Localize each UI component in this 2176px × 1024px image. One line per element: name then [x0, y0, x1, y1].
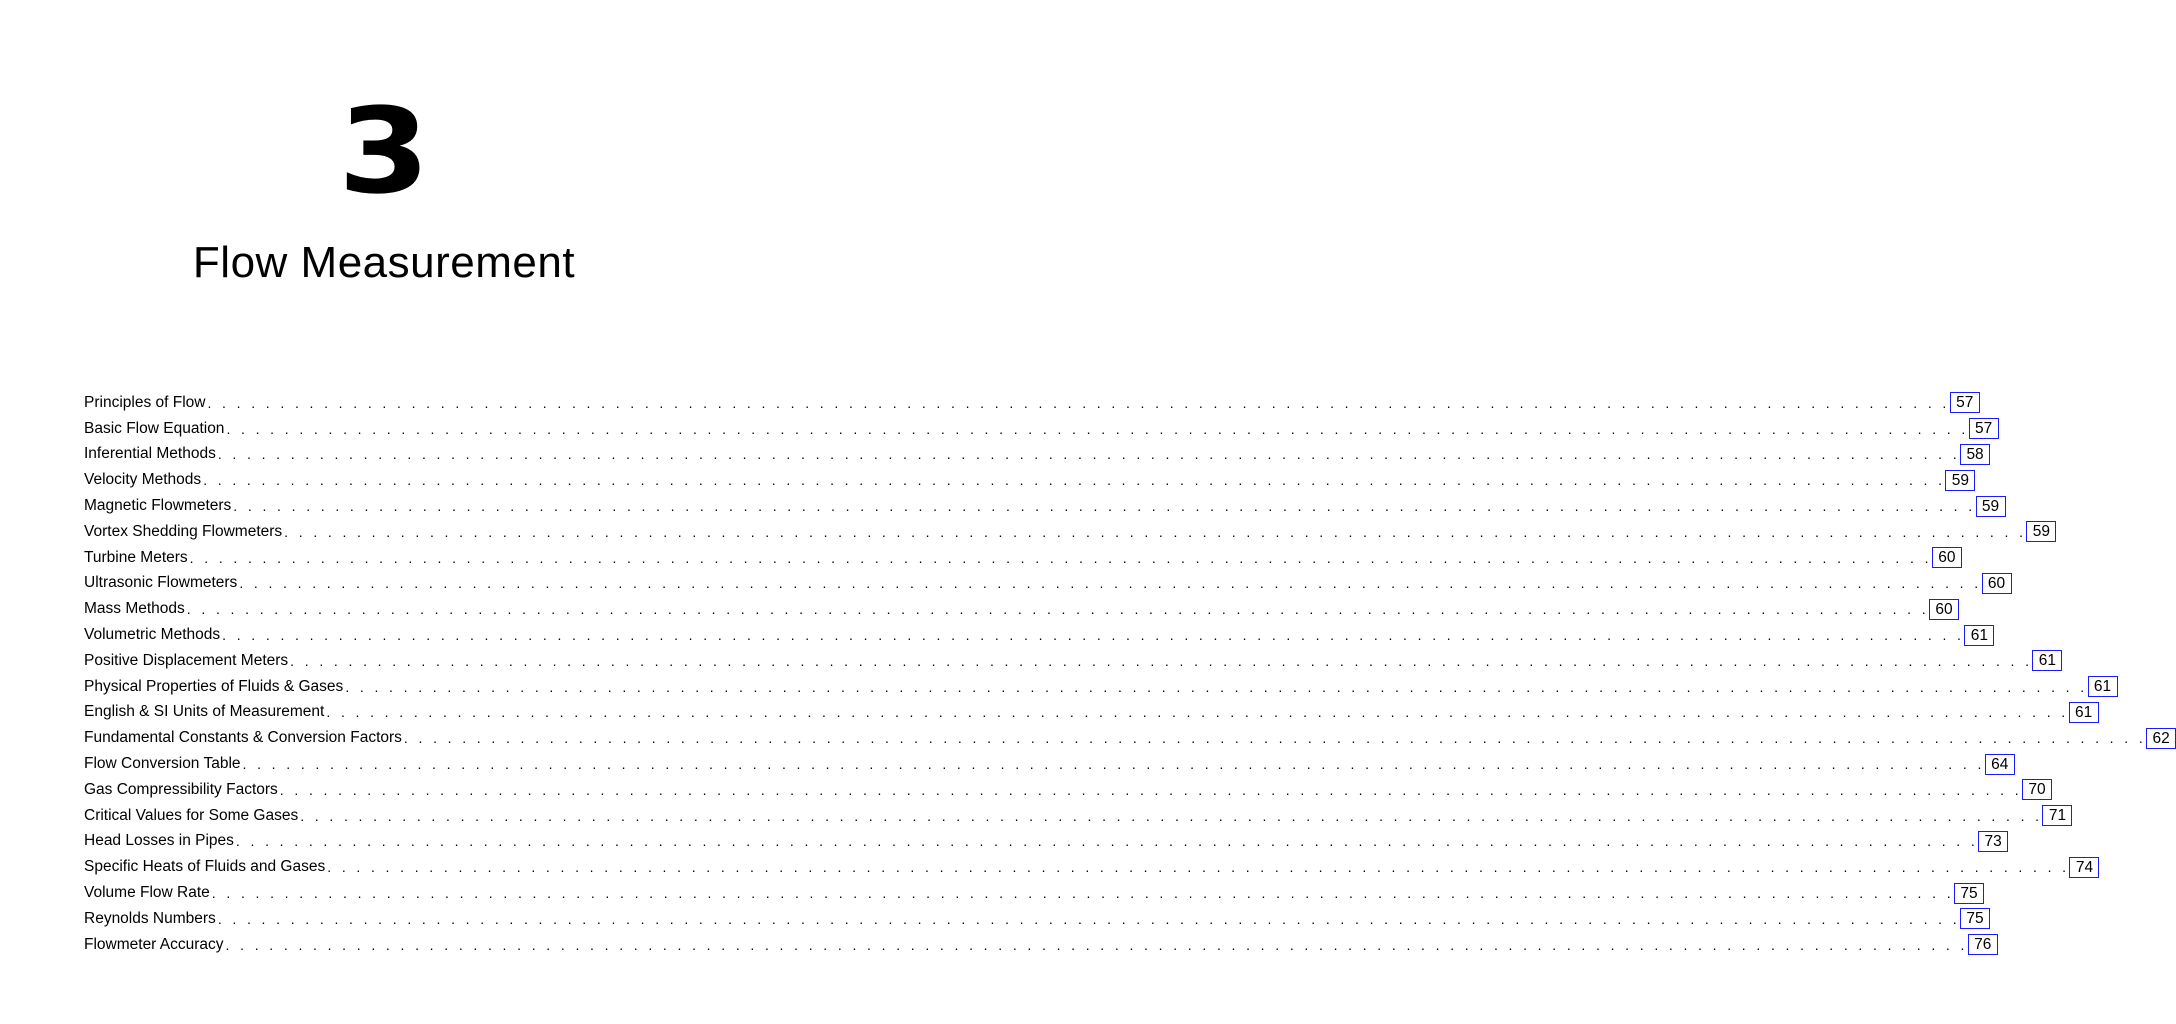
toc-entry[interactable]: [84, 803, 2067, 829]
toc-page-link[interactable]: 58: [1960, 444, 1990, 465]
toc-page-link[interactable]: 73: [1978, 831, 2008, 852]
toc-page-link[interactable]: 57: [1969, 418, 1999, 439]
toc-entry[interactable]: [84, 777, 2046, 803]
toc-entry-label[interactable]: Gas Compressibility Factors: [84, 780, 278, 798]
toc-entry-label[interactable]: Principles of Flow: [84, 393, 206, 411]
toc-page-link[interactable]: 62: [2146, 728, 2176, 749]
toc-page-link[interactable]: 61: [2069, 702, 2099, 723]
toc-page-link[interactable]: 76: [1968, 934, 1998, 955]
toc-entry-label[interactable]: Flow Conversion Table: [84, 755, 241, 773]
toc-entry-label[interactable]: Magnetic Flowmeters: [84, 497, 232, 515]
toc-page-link[interactable]: 57: [1950, 392, 1980, 413]
toc-entry-label[interactable]: Velocity Methods: [84, 471, 202, 489]
toc-entry[interactable]: [84, 519, 2051, 545]
toc-entry[interactable]: [84, 596, 1953, 622]
dot-leader: . . . . . . . . . . . . . . . . . . . . . . . . . . . . . . . . . . . . . . . . . . . . . . . . . . . . . . . . . . . . . . . . . . . . . . . . . . . . . . . . . . . . . . . . . . . . . . . . . . . . . . . . . . . . . . . . . . . . . . . .: [226, 420, 1969, 437]
toc-entry[interactable]: [84, 906, 1984, 932]
toc-entry-label[interactable]: Positive Displacement Meters: [84, 651, 289, 669]
dot-leader: . . . . . . . . . . . . . . . . . . . . . . . . . . . . . . . . . . . . . . . . . . . . . . . . . . . . . . . . . . . . . . . . . . . . . . . . . . . . . . . . . . . . . . . . . . . . . . . . . . . . . . . . . . . . . . . . . . . . . . . .: [217, 910, 1961, 927]
toc-entry-label[interactable]: Turbine Meters: [84, 548, 188, 566]
dot-leader: . . . . . . . . . . . . . . . . . . . . . . . . . . . . . . . . . . . . . . . . . . . . . . . . . . . . . . . . . . . . . . . . . . . . . . . . . . . . . . . . . . . . . . . . . . . . . . . . . . . . . . . . . . . . . . . . . . . . . . . .: [345, 678, 2088, 695]
dot-leader: . . . . . . . . . . . . . . . . . . . . . . . . . . . . . . . . . . . . . . . . . . . . . . . . . . . . . . . . . . . . . . . . . . . . . . . . . . . . . . . . . . . . . . . . . . . . . . . . . . . . . . . . . . . . . . . . . . . . . . . .: [233, 498, 1976, 515]
dot-leader: . . . . . . . . . . . . . . . . . . . . . . . . . . . . . . . . . . . . . . . . . . . . . . . . . . . . . . . . . . . . . . . . . . . . . . . . . . . . . . . . . . . . . . . . . . . . . . . . . . . . . . . . . . . . . . . . . . . . . . . .: [186, 601, 1930, 618]
toc-entry[interactable]: [84, 700, 2093, 726]
chapter-number: 3: [338, 82, 430, 220]
chapter-title: Flow Measurement: [192, 238, 576, 287]
dot-leader: . . . . . . . . . . . . . . . . . . . . . . . . . . . . . . . . . . . . . . . . . . . . . . . . . . . . . . . . . . . . . . . . . . . . . . . . . . . . . . . . . . . . . . . . . . . . . . . . . . . . . . . . . . . . . . . . . . . . . . . .: [239, 575, 1982, 592]
toc-entry[interactable]: [84, 880, 1978, 906]
toc-entry-label[interactable]: Inferential Methods: [84, 445, 216, 463]
toc-entry[interactable]: [84, 390, 1974, 416]
dot-leader: . . . . . . . . . . . . . . . . . . . . . . . . . . . . . . . . . . . . . . . . . . . . . . . . . . . . . . . . . . . . . . . . . . . . . . . . . . . . . . . . . . . . . . . . . . . . . . . . . . . . . . . . . . . . . . . . . . . . . . . .: [242, 756, 1985, 773]
toc-entry-label[interactable]: Fundamental Constants & Conversion Factors: [84, 729, 402, 747]
toc-entry-label[interactable]: English & SI Units of Measurement: [84, 703, 325, 721]
toc-page-link[interactable]: 61: [2088, 676, 2118, 697]
toc-entry-label[interactable]: Head Losses in Pipes: [84, 832, 234, 850]
toc-entry-label[interactable]: Volume Flow Rate: [84, 884, 210, 902]
dot-leader: . . . . . . . . . . . . . . . . . . . . . . . . . . . . . . . . . . . . . . . . . . . . . . . . . . . . . . . . . . . . . . . . . . . . . . . . . . . . . . . . . . . . . . . . . . . . . . . . . . . . . . . . . . . . . . . . . . . . . . . .: [300, 807, 2043, 824]
toc-page-link[interactable]: 74: [2069, 857, 2099, 878]
dot-leader: . . . . . . . . . . . . . . . . . . . . . . . . . . . . . . . . . . . . . . . . . . . . . . . . . . . . . . . . . . . . . . . . . . . . . . . . . . . . . . . . . . . . . . . . . . . . . . . . . . . . . . . . . . . . . . . . . . . . . . . .: [217, 446, 1961, 463]
dot-leader: . . . . . . . . . . . . . . . . . . . . . . . . . . . . . . . . . . . . . . . . . . . . . . . . . . . . . . . . . . . . . . . . . . . . . . . . . . . . . . . . . . . . . . . . . . . . . . . . . . . . . . . . . . . . . . . . . . . . . . . .: [279, 781, 2023, 798]
toc-page-link[interactable]: 59: [2026, 521, 2056, 542]
toc-page-link[interactable]: 64: [1985, 754, 2015, 775]
toc-entry-label[interactable]: Physical Properties of Fluids & Gases: [84, 677, 344, 695]
dot-leader: . . . . . . . . . . . . . . . . . . . . . . . . . . . . . . . . . . . . . . . . . . . . . . . . . . . . . . . . . . . . . . . . . . . . . . . . . . . . . . . . . . . . . . . . . . . . . . . . . . . . . . . . . . . . . . . . . . . . . . . .: [327, 859, 2070, 876]
toc-entry-label[interactable]: Reynolds Numbers: [84, 909, 216, 927]
toc-page-link[interactable]: 75: [1954, 883, 1984, 904]
toc-entry-label[interactable]: Basic Flow Equation: [84, 419, 225, 437]
dot-leader: . . . . . . . . . . . . . . . . . . . . . . . . . . . . . . . . . . . . . . . . . . . . . . . . . . . . . . . . . . . . . . . . . . . . . . . . . . . . . . . . . . . . . . . . . . . . . . . . . . . . . . . . . . . . . . . . . . . . . . . .: [207, 394, 1950, 411]
toc-entry-label[interactable]: Flowmeter Accuracy: [84, 935, 224, 953]
dot-leader: . . . . . . . . . . . . . . . . . . . . . . . . . . . . . . . . . . . . . . . . . . . . . . . . . . . . . . . . . . . . . . . . . . . . . . . . . . . . . . . . . . . . . . . . . . . . . . . . . . . . . . . . . . . . . . . . . . . . . . . .: [284, 523, 2027, 540]
toc-entry-label[interactable]: Specific Heats of Fluids and Gases: [84, 858, 326, 876]
dot-leader: . . . . . . . . . . . . . . . . . . . . . . . . . . . . . . . . . . . . . . . . . . . . . . . . . . . . . . . . . . . . . . . . . . . . . . . . . . . . . . . . . . . . . . . . . . . . . . . . . . . . . . . . . . . . . . . . . . . . . . . .: [235, 833, 1979, 850]
toc-entry[interactable]: [84, 674, 2112, 700]
toc-page-link[interactable]: 60: [1929, 599, 1959, 620]
dot-leader: . . . . . . . . . . . . . . . . . . . . . . . . . . . . . . . . . . . . . . . . . . . . . . . . . . . . . . . . . . . . . . . . . . . . . . . . . . . . . . . . . . . . . . . . . . . . . . . . . . . . . . . . . . . . . . . . . . . . . . . .: [211, 885, 1955, 902]
toc-entry[interactable]: [84, 829, 2002, 855]
toc-entry[interactable]: [84, 416, 1993, 442]
toc-page-link[interactable]: 61: [2032, 650, 2062, 671]
toc-entry[interactable]: [84, 545, 1956, 571]
toc-page-link[interactable]: 70: [2022, 779, 2052, 800]
toc-entry[interactable]: [84, 622, 1988, 648]
toc-page-link[interactable]: 75: [1960, 908, 1990, 929]
toc-page-link[interactable]: 59: [1945, 470, 1975, 491]
dot-leader: . . . . . . . . . . . . . . . . . . . . . . . . . . . . . . . . . . . . . . . . . . . . . . . . . . . . . . . . . . . . . . . . . . . . . . . . . . . . . . . . . . . . . . . . . . . . . . . . . . . . . . . . . . . . . . . . . . . . . . . .: [403, 730, 2147, 747]
toc-entry[interactable]: [84, 467, 1970, 493]
toc-page-link[interactable]: 60: [1932, 547, 1962, 568]
toc-entry[interactable]: [84, 493, 2000, 519]
toc-page-link[interactable]: 59: [1976, 496, 2006, 517]
toc-entry-label[interactable]: Volumetric Methods: [84, 626, 221, 644]
dot-leader: . . . . . . . . . . . . . . . . . . . . . . . . . . . . . . . . . . . . . . . . . . . . . . . . . . . . . . . . . . . . . . . . . . . . . . . . . . . . . . . . . . . . . . . . . . . . . . . . . . . . . . . . . . . . . . . . . . . . . . . .: [326, 704, 2069, 721]
dot-leader: . . . . . . . . . . . . . . . . . . . . . . . . . . . . . . . . . . . . . . . . . . . . . . . . . . . . . . . . . . . . . . . . . . . . . . . . . . . . . . . . . . . . . . . . . . . . . . . . . . . . . . . . . . . . . . . . . . . . . . . .: [203, 472, 1946, 489]
dot-leader: . . . . . . . . . . . . . . . . . . . . . . . . . . . . . . . . . . . . . . . . . . . . . . . . . . . . . . . . . . . . . . . . . . . . . . . . . . . . . . . . . . . . . . . . . . . . . . . . . . . . . . . . . . . . . . . . . . . . . . . .: [290, 652, 2033, 669]
dot-leader: . . . . . . . . . . . . . . . . . . . . . . . . . . . . . . . . . . . . . . . . . . . . . . . . . . . . . . . . . . . . . . . . . . . . . . . . . . . . . . . . . . . . . . . . . . . . . . . . . . . . . . . . . . . . . . . . . . . . . . . .: [189, 549, 1932, 566]
toc-entry[interactable]: [84, 571, 2006, 597]
toc-entry-label[interactable]: Mass Methods: [84, 600, 185, 618]
toc-entry[interactable]: [84, 725, 2170, 751]
toc-page-link[interactable]: 61: [1964, 625, 1994, 646]
toc-entry-label[interactable]: Ultrasonic Flowmeters: [84, 574, 238, 592]
toc-page-link[interactable]: 71: [2042, 805, 2072, 826]
toc-entry-label[interactable]: Vortex Shedding Flowmeters: [84, 522, 283, 540]
dot-leader: . . . . . . . . . . . . . . . . . . . . . . . . . . . . . . . . . . . . . . . . . . . . . . . . . . . . . . . . . . . . . . . . . . . . . . . . . . . . . . . . . . . . . . . . . . . . . . . . . . . . . . . . . . . . . . . . . . . . . . . .: [225, 936, 1968, 953]
toc-entry[interactable]: [84, 442, 1984, 468]
toc-entry-label[interactable]: Critical Values for Some Gases: [84, 806, 299, 824]
toc-entry[interactable]: [84, 932, 1992, 958]
toc-page-link[interactable]: 60: [1982, 573, 2012, 594]
toc-entry[interactable]: [84, 648, 2057, 674]
toc-entry[interactable]: [84, 854, 2094, 880]
table-of-contents: [84, 390, 2170, 958]
toc-entry[interactable]: [84, 751, 2009, 777]
dot-leader: . . . . . . . . . . . . . . . . . . . . . . . . . . . . . . . . . . . . . . . . . . . . . . . . . . . . . . . . . . . . . . . . . . . . . . . . . . . . . . . . . . . . . . . . . . . . . . . . . . . . . . . . . . . . . . . . . . . . . . . .: [222, 627, 1965, 644]
